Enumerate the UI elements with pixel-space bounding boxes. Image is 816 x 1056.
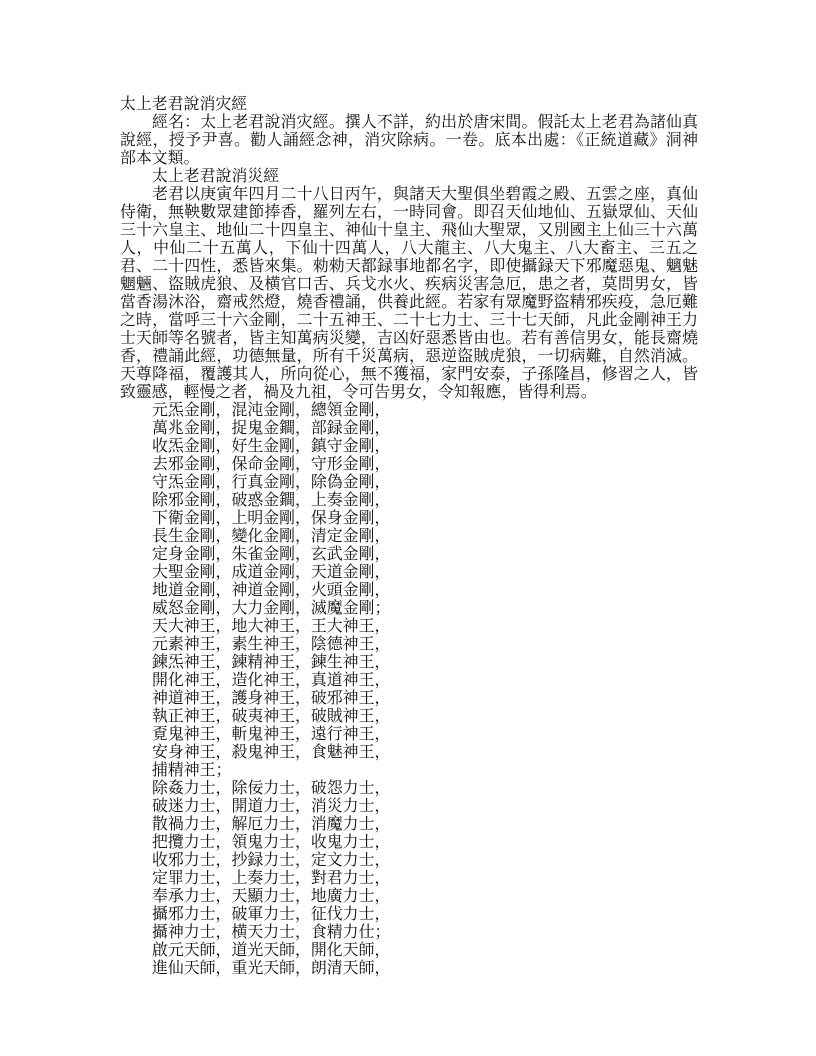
intro-paragraph: 經名：太上老君說消灾經。撰人不詳，約出於唐宋間。假託太上老君為諸仙真說經，授予尹喜。勸人誦經念神，消灾除病。一卷。底本出處：《正統道藏》洞神部本文類。 bbox=[120, 112, 698, 167]
verse-line: 開化神王，造化神王，真道神王， bbox=[152, 670, 391, 689]
verse-line: 破迷力士，開道力士，消災力士， bbox=[152, 796, 391, 815]
verse-line: 進仙天師，重光天師，朗清天師， bbox=[152, 958, 391, 977]
verse-line: 攝邪力士，破軍力士，征伐力士， bbox=[152, 904, 391, 923]
verse-line: 安身神王，殺鬼神王，食魅神王， bbox=[152, 742, 391, 761]
verse-line: 收邪力士，抄録力士，定文力士， bbox=[152, 850, 391, 869]
scripture-subtitle: 太上老君說消災經 bbox=[152, 166, 280, 185]
verse-line: 天大神王，地大神王，王大神王， bbox=[152, 616, 391, 635]
document-page bbox=[120, 95, 698, 977]
verse-line: 大聖金剛，成道金剛，天道金剛， bbox=[152, 562, 391, 581]
verse-line: 長生金剛，變化金剛，清定金剛， bbox=[152, 526, 391, 545]
verse-line: 執正神王，破夷神王，破賊神王， bbox=[152, 706, 391, 725]
verse-line: 定罪力士，上奏力士，對君力士， bbox=[152, 868, 391, 887]
verse-line: 神道神王，護身神王，破邪神王， bbox=[152, 688, 391, 707]
verse-line: 去邪金剛，保命金剛，守形金剛， bbox=[152, 454, 391, 473]
verse-line: 攝神力士，横天力士，食精力仕； bbox=[152, 922, 391, 941]
verse-line: 萬兆金剛，捉鬼金鐧，部録金剛， bbox=[152, 418, 391, 437]
verse-line: 定身金剛，朱雀金剛，玄武金剛， bbox=[152, 544, 391, 563]
verse-line: 收炁金剛，好生金剛，鎮守金剛， bbox=[152, 436, 391, 455]
document-title: 太上老君說消灾經 bbox=[120, 94, 248, 113]
verse-line: 散禍力士，解厄力士，消魔力士， bbox=[152, 814, 391, 833]
verse-line: 威怒金剛，大力金剛，滅魔金剛； bbox=[152, 598, 391, 617]
verse-line: 覔鬼神王，斬鬼神王，遠行神王， bbox=[152, 724, 391, 743]
verse-line: 啟元天師，道光天師，開化天師， bbox=[152, 940, 391, 959]
verse-line: 下衛金剛，上明金剛，保身金剛， bbox=[152, 508, 391, 527]
verse-line: 元炁金剛，混沌金剛，總領金剛， bbox=[152, 400, 391, 419]
verse-line: 地道金剛，神道金剛，火頭金剛， bbox=[152, 580, 391, 599]
verse-line: 捕精神王； bbox=[152, 760, 232, 779]
verse-line: 除姦力士，除佞力士，破怨力士， bbox=[152, 778, 391, 797]
verse-line: 元素神王，素生神王，陰德神王， bbox=[152, 634, 391, 653]
body-paragraph: 老君以庚寅年四月二十八日丙午，與諸天大聖俱坐碧霞之殿、五雲之座，真仙侍衛，無鞅數眾建節捧香，羅列左右，一時同會。即召天仙地仙、五嶽眾仙、天仙三十六皇主、地仙二十四皇主、神仙十皇主、飛仙大聖眾，又別國主上仙三十六萬人，中仙二十五萬人，下仙十四萬人，八大龍主、八大鬼主、八大畜主、三五之君、二十四性，悉皆來集。勑勑天都録事地都名字，即使攝録天下邪魔惡鬼、魑魅魍魎、盜賊虎狼、及横官口舌、兵戈水火、疾病災害急厄，患之者，莫問男女，皆當香湯沐浴，齋戒然燈，燒香禮誦，供養此經。若家有眾魔野盜精邪疾疫，急厄難之時，當呼三十六金剛，二十五神王、二十七力士、三十七天師，凡此金剛神王力士天師等名號者，皆主知萬病災變，吉凶好惡悉皆由也。若有善信男女，能長齋燒香，禮誦此經，功德無量，所有千災萬病，惡逆盜賊虎狼，一切病難，自然消滅。天尊降福，覆護其人，所向從心，無不獲福，家門安泰，子孫隆昌，修習之人，皆致靈感，輕慢之者，禍及九祖，令可告男女，令知報應，皆得利焉。 bbox=[120, 184, 698, 401]
verse-line: 奉承力士，天顯力士，地廣力士， bbox=[152, 886, 391, 905]
verse-line: 鍊炁神王，鍊精神王，鍊生神王， bbox=[152, 652, 391, 671]
verse-line: 除邪金剛，破惑金鐧，上奏金剛， bbox=[152, 490, 391, 509]
verse-line: 守炁金剛，行真金剛，除偽金剛， bbox=[152, 472, 391, 491]
verse-line: 把攬力士，領鬼力士，收鬼力士， bbox=[152, 832, 391, 851]
verse-list bbox=[120, 401, 698, 977]
